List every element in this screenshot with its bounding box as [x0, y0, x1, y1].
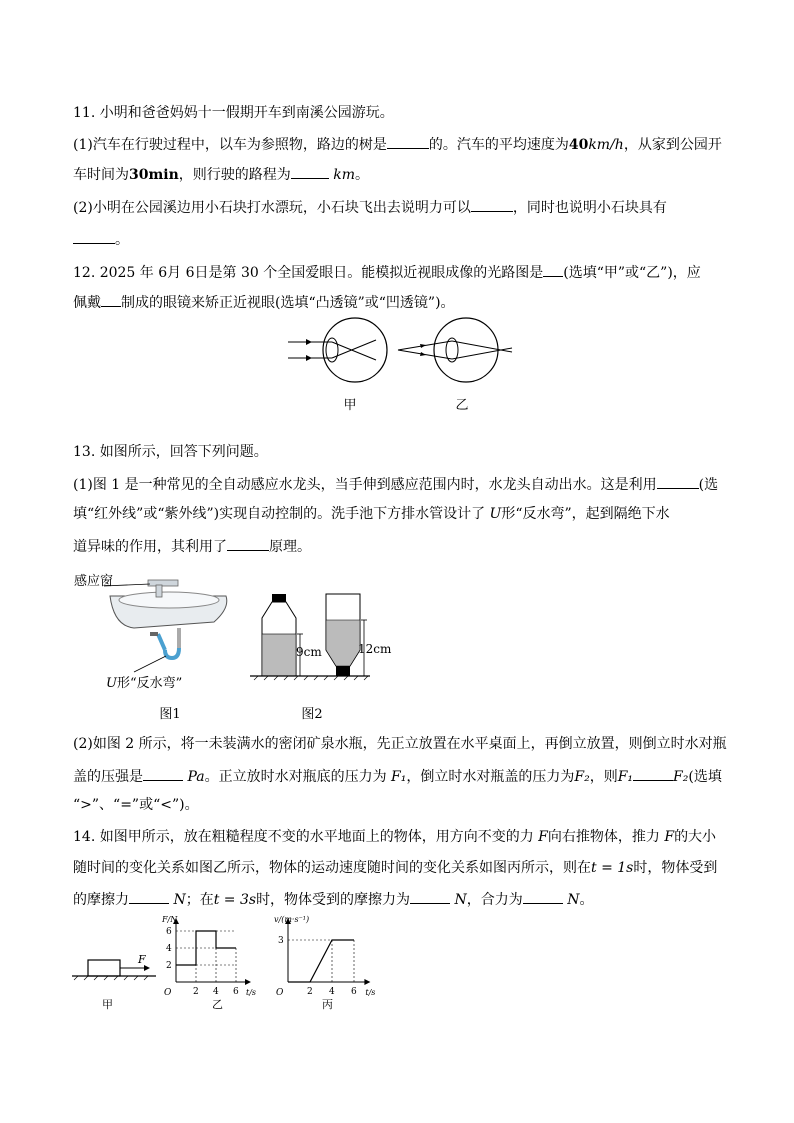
q14-text: 时，物体受到的摩擦力为 [256, 892, 411, 908]
cap-icon [272, 594, 286, 602]
q14-text: ，合力为 [466, 892, 523, 908]
fig2-caption: 图2 [301, 707, 323, 722]
answer-blank[interactable] [143, 766, 183, 781]
q14-text: 。 [579, 892, 594, 908]
q13-text: 。正立放时水对瓶底的压力为 [204, 769, 392, 785]
q12-text: (选填“甲”或“乙”)，应 [563, 265, 701, 281]
eye-ray-diagrams [280, 312, 520, 412]
height-12cm: 12cm [358, 642, 392, 656]
q11-title: 11. 小明和爸爸妈妈十一假期开车到南溪公园游玩。 [73, 105, 394, 121]
q14-text: ；在 [185, 892, 214, 908]
q11-text: 的。汽车的平均速度为 [428, 137, 569, 153]
q12-line1 [73, 262, 701, 282]
eye-diagram-yi [398, 318, 512, 382]
q11-speed-unit: km/h [588, 137, 624, 153]
q11-speed: 40 [568, 137, 589, 153]
answer-blank[interactable] [101, 292, 121, 307]
symbol-f2: F₂ [673, 769, 689, 785]
answer-blank[interactable] [129, 889, 169, 904]
q11-part1-line2 [73, 164, 369, 184]
q13-text: 形“反水弯”，起到隔绝下水 [501, 506, 670, 522]
q12-text: 12. 2025 年 6月 6日是第 30 个全国爱眼日。能模拟近视眼成像的光路图是 [73, 265, 544, 281]
answer-blank[interactable] [410, 889, 450, 904]
q14-text: 随时间的变化关系如图乙所示，物体的运动速度随时间的变化关系如图丙所示，则在 [73, 860, 591, 876]
q13-text: ，倒立时水对瓶盖的压力为 [406, 769, 575, 785]
time-t3: t = 3s [213, 892, 257, 908]
x-arrow-icon [245, 979, 251, 985]
force-time-chart [158, 914, 274, 1006]
label-jia: 甲 [343, 398, 357, 413]
unit-n: N [567, 892, 580, 908]
x-tick-label: 6 [351, 987, 357, 997]
x-arrow-icon [364, 979, 370, 985]
q13-part1-line1 [73, 474, 718, 494]
q13-part2-line2 [73, 766, 722, 786]
u-trap-icon [165, 648, 179, 658]
u-trap-label: U形“反水弯” [106, 676, 183, 691]
symbol-f1: F₁ [391, 769, 407, 785]
height-9cm: 9cm [296, 645, 322, 659]
answer-blank[interactable] [73, 229, 115, 244]
velocity-time-chart [270, 914, 390, 1006]
x-tick-label: 6 [233, 987, 239, 997]
fig-yi-caption: 乙 [212, 998, 223, 1011]
q11-text: (2)小明在公园溪边用小石块打水漂玩，小石块飞出去说明力可以 [73, 200, 471, 216]
answer-blank[interactable] [657, 474, 699, 489]
origin-label: O [276, 988, 284, 998]
q13-part1-line2 [73, 505, 670, 523]
series-line [288, 940, 354, 982]
symbol-f: F [538, 829, 548, 845]
symbol-f: F [664, 829, 675, 845]
force-label: F [138, 953, 146, 966]
y-tick-label: 2 [166, 961, 172, 971]
q11-text: ，同时也说明小石块具有 [512, 200, 667, 216]
answer-blank[interactable] [471, 197, 513, 212]
q11-part1-line1 [73, 134, 722, 154]
q11-text: 车时间为 [73, 167, 129, 183]
q11-text: 。 [355, 167, 370, 183]
q13-part1-line3 [73, 536, 311, 556]
q11-text: (1)汽车在行驶过程中，以车为参照物，路边的树是 [73, 137, 387, 153]
q11-part2-line2 [73, 229, 129, 249]
bottle-figure [250, 590, 400, 690]
q14-text: 的大小 [674, 829, 717, 845]
x-tick-label: 2 [307, 987, 313, 997]
q11-dist-unit: km [333, 167, 356, 183]
symbol-f2: F₂ [574, 769, 590, 785]
cap-icon [336, 666, 350, 676]
q12-text: 佩戴 [73, 295, 101, 311]
q12-line2 [73, 292, 455, 312]
answer-blank[interactable] [523, 889, 563, 904]
q13-text: (选填 [688, 769, 722, 785]
answer-blank[interactable] [227, 536, 269, 551]
x-tick-label: 2 [193, 987, 199, 997]
answer-blank[interactable] [387, 134, 429, 149]
q13-text: (选 [698, 477, 719, 493]
fig-jia-caption: 甲 [102, 998, 113, 1011]
q14-line1 [73, 828, 716, 846]
q12-text: 制成的眼镜来矫正近视眼(选填“凸透镜”或“凹透镜”)。 [121, 295, 455, 311]
x-tick-label: 4 [213, 987, 219, 997]
q13-title: 13. 如图所示，回答下列问题。 [73, 444, 268, 460]
q14-line2 [73, 859, 717, 877]
q14-text: 时，物体受到 [633, 860, 718, 876]
q11-text: ，从家到公园开 [623, 137, 722, 153]
q14-text: 向右推物体，推力 [547, 829, 665, 845]
sensor-window-label: 感应窗 [74, 574, 114, 589]
q14-text: 14. 如图甲所示，放在粗糙程度不变的水平地面上的物体，用方向不变的力 [73, 829, 539, 845]
unit-n: N [173, 892, 186, 908]
x-tick-label: 4 [329, 987, 335, 997]
y-tick-label: 3 [278, 936, 284, 946]
faucet-icon [148, 580, 178, 586]
q13-text: 道异味的作用，其利用了 [73, 539, 227, 555]
q13-text: 填“红外线”或“紫外线”)实现自动控制的。洗手池下方排水管设计了 [73, 506, 490, 522]
q14-text: 的摩擦力 [73, 892, 129, 908]
q11-part2-line1 [73, 197, 667, 217]
unit-n: N [454, 892, 467, 908]
y-axis-label: F/N [162, 915, 178, 924]
block [88, 960, 120, 976]
answer-blank[interactable] [543, 262, 563, 277]
q13-text: (1)图 1 是一种常见的全自动感应水龙头，当手伸到感应范围内时，水龙头自动出水。这是利用 [73, 477, 657, 493]
answer-blank[interactable] [291, 164, 329, 179]
q13-part2-line3: “>”、“=”或“<”)。 [73, 797, 199, 813]
q13-part2-line1: (2)如图 2 所示，将一未装满水的密闭矿泉水瓶，先正立放置在水平桌面上，再倒立放置，则倒立时水对瓶 [73, 736, 727, 752]
q11-text: ，则行驶的路程为 [178, 167, 291, 183]
eye-diagram-jia [288, 318, 387, 382]
q13-u: U [489, 506, 502, 522]
x-axis-label: t/s [365, 988, 376, 997]
unit-pa: Pa [187, 769, 205, 785]
label-yi: 乙 [455, 398, 469, 413]
y-tick-label: 6 [166, 927, 172, 937]
q11-text: 。 [115, 232, 129, 248]
symbol-f1: F₁ [617, 769, 634, 785]
q14-line3 [73, 889, 593, 909]
q13-text: 原理。 [269, 539, 311, 555]
x-axis-label: t/s [246, 988, 257, 997]
time-t1: t = 1s [591, 860, 634, 876]
q13-text: ，则 [589, 769, 618, 785]
q11-time: 30min [129, 167, 179, 183]
origin-label: O [164, 988, 172, 998]
block-figure [70, 950, 160, 1000]
fig1-caption: 图1 [159, 707, 181, 722]
fig-bing-caption: 丙 [322, 998, 333, 1011]
y-tick-label: 4 [166, 944, 172, 954]
answer-blank[interactable] [633, 766, 673, 781]
y-axis-label: v/(m·s⁻¹) [274, 915, 310, 924]
q13-text: 盖的压强是 [73, 769, 143, 785]
